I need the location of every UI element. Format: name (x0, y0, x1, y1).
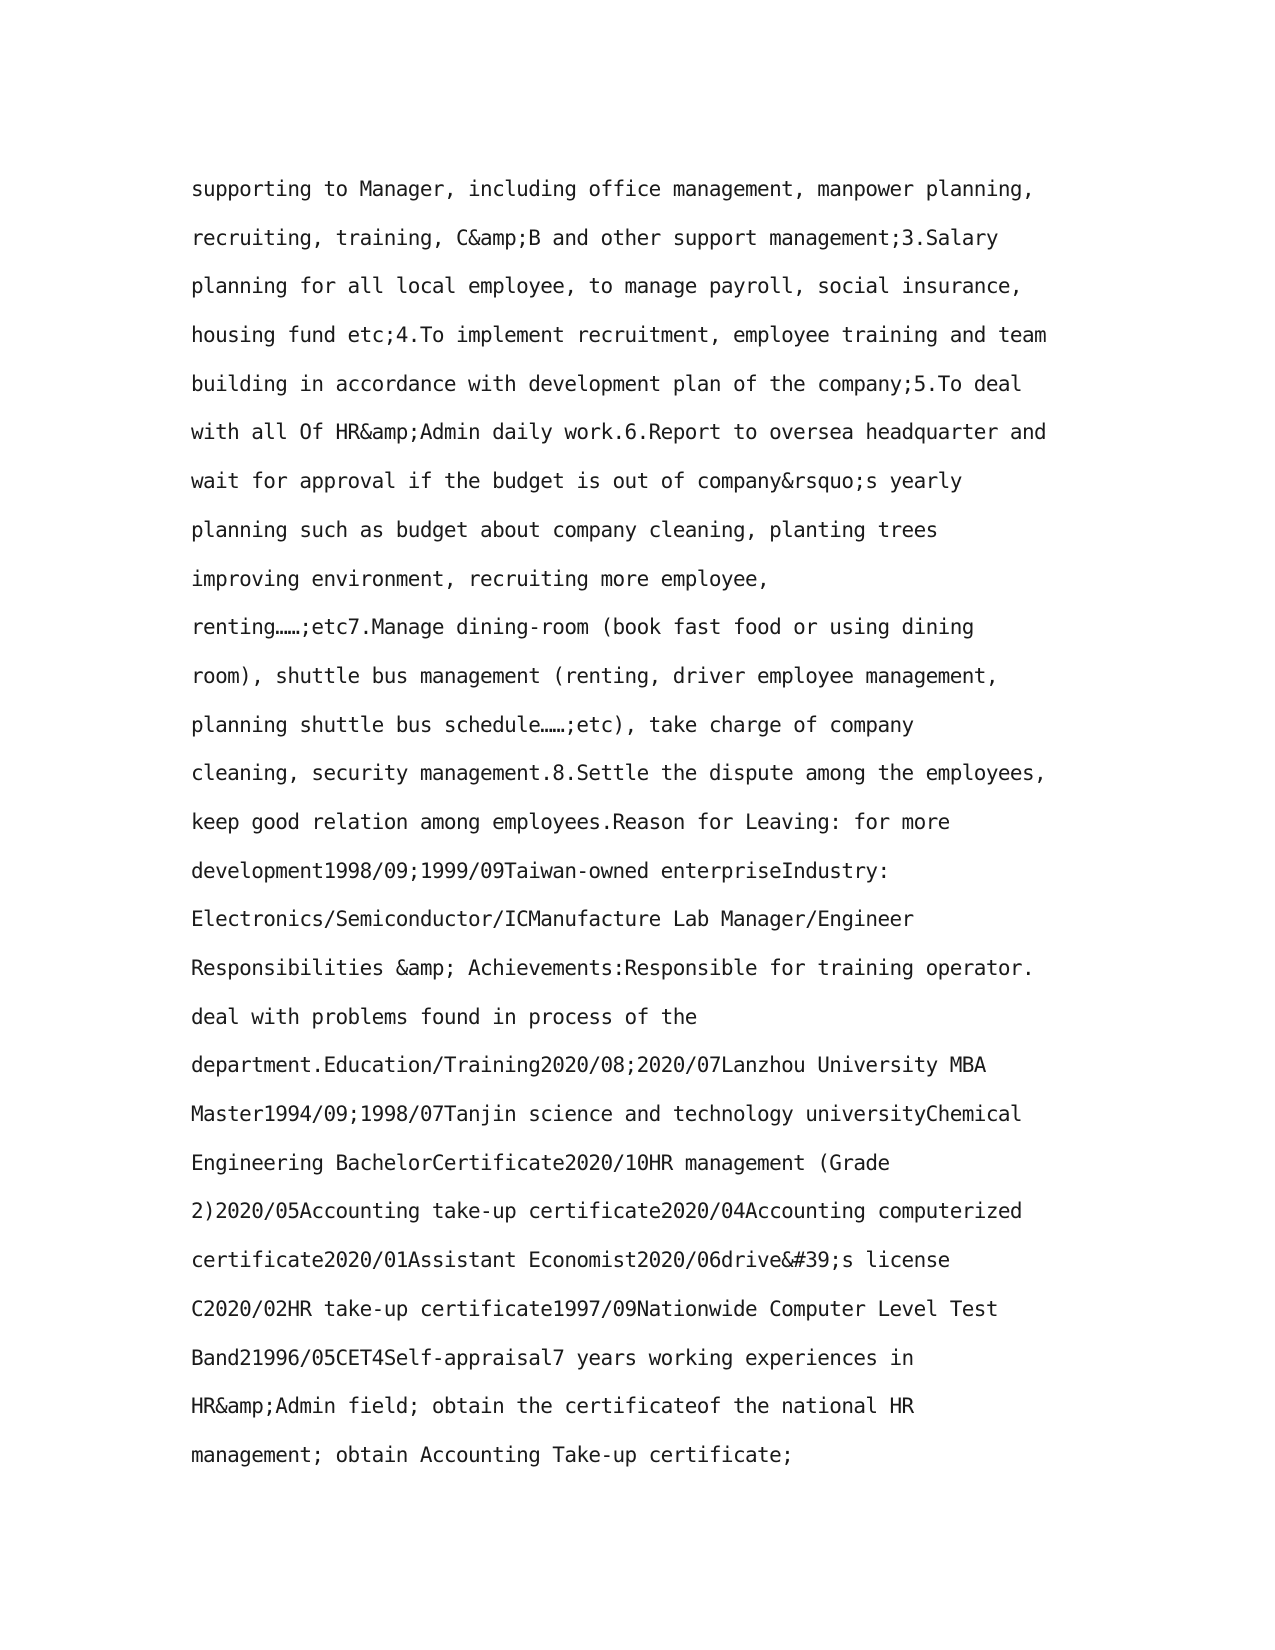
resume-text-body (191, 165, 1091, 1480)
text-line: wait for approval if the budget is out of company&rsquo;s yearly (191, 469, 962, 494)
text-line: planning such as budget about company cleaning, planting trees (191, 517, 938, 542)
text-line: planning for all local employee, to manage payroll, social insurance, (191, 274, 1022, 299)
text-line: HR&amp;Admin field; obtain the certificateof the national HR (191, 1394, 914, 1419)
text-line: Engineering BachelorCertificate2020/10HR management (Grade (191, 1150, 890, 1175)
text-line: room), shuttle bus management (renting, driver employee management, (191, 663, 998, 688)
text-line: recruiting, training, C&amp;B and other support management;3.Salary (191, 225, 998, 250)
text-line: renting……;etc7.Manage dining-room (book fast food or using dining (191, 615, 974, 640)
text-line: Master1994/09;1998/07Tanjin science and technology universityChemical (191, 1102, 1022, 1127)
text-line: with all Of HR&amp;Admin daily work.6.Report to oversea headquarter and (191, 420, 1047, 445)
text-line: building in accordance with development plan of the company;5.To deal (191, 371, 1022, 396)
text-line: planning shuttle bus schedule……;etc), take charge of company (191, 712, 914, 737)
text-line: housing fund etc;4.To implement recruitment, employee training and team (191, 323, 1047, 348)
text-line: Band21996/05CET4Self-appraisal7 years working experiences in (191, 1345, 914, 1370)
text-line: improving environment, recruiting more employee, (191, 566, 770, 591)
text-line: Responsibilities &amp; Achievements:Responsible for training operator. (191, 956, 1035, 980)
text-line: certificate2020/01Assistant Economist2020/06drive&#39;s license (191, 1248, 950, 1273)
text-line: management; obtain Accounting Take-up certificate; (191, 1442, 794, 1467)
text-line: development1998/09;1999/09Taiwan-owned enterpriseIndustry: (191, 858, 890, 883)
text-line: 2)2020/05Accounting take-up certificate2020/04Accounting computerized (191, 1199, 1022, 1224)
text-line: supporting to Manager, including office management, manpower planning, (191, 177, 1035, 201)
text-line: Electronics/Semiconductor/ICManufacture Lab Manager/Engineer (191, 907, 914, 932)
text-line: cleaning, security management.8.Settle the dispute among the employees, (191, 761, 1047, 786)
text-line: deal with problems found in process of the (191, 1004, 697, 1029)
text-line: keep good relation among employees.Reason for Leaving: for more (191, 809, 950, 834)
text-line: department.Education/Training2020/08;2020/07Lanzhou University MBA (191, 1053, 986, 1078)
text-line: C2020/02HR take-up certificate1997/09Nationwide Computer Level Test (191, 1296, 998, 1321)
